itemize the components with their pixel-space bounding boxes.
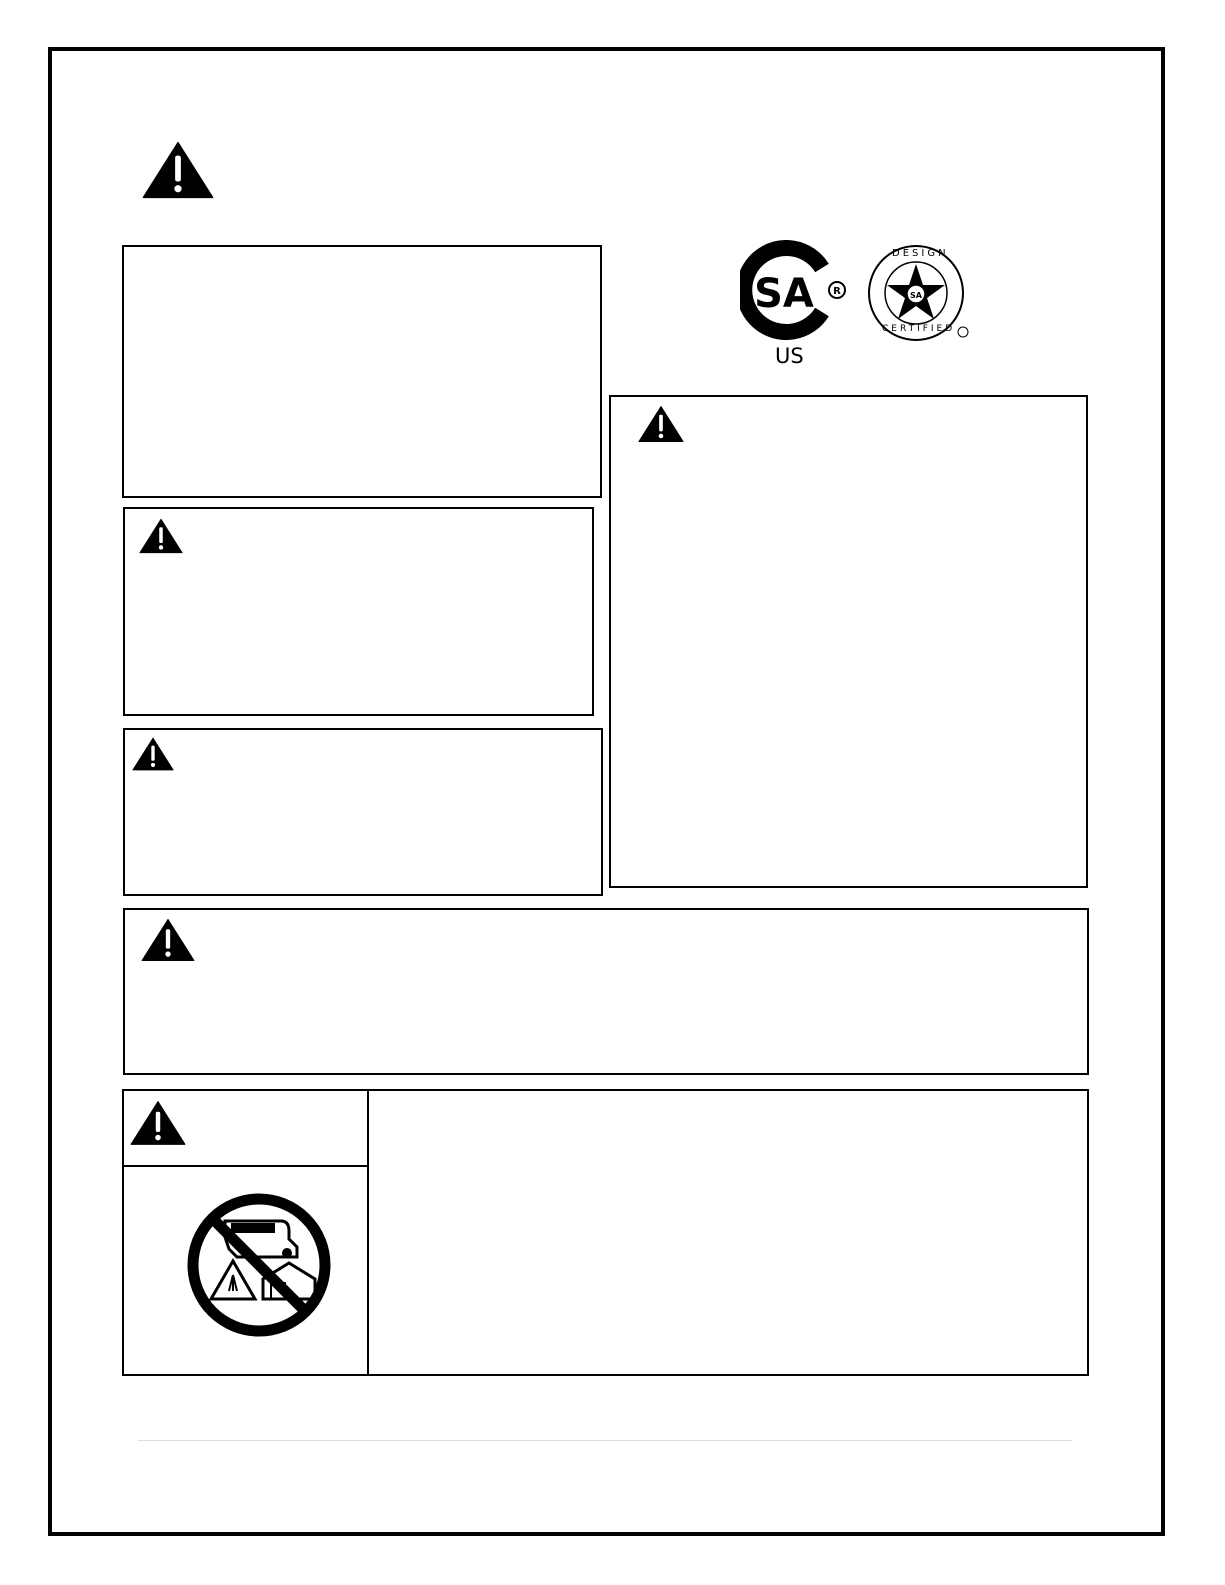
warning-box-5 <box>123 908 1089 1075</box>
notice-box-1 <box>122 245 602 498</box>
warning-triangle-icon <box>130 1098 186 1148</box>
csa-certification-logo <box>740 240 850 340</box>
warning-triangle-icon <box>142 141 214 199</box>
warning-box-3 <box>123 728 603 896</box>
svg-text:R: R <box>833 286 841 297</box>
warning-box-4 <box>609 395 1088 888</box>
box-6-column-divider <box>367 1089 369 1376</box>
warning-triangle-icon <box>638 404 684 444</box>
design-certified-seal <box>866 244 970 342</box>
warning-triangle-icon <box>139 517 183 555</box>
seal-bottom-text: CERTIFIED <box>882 324 956 334</box>
svg-text:SA: SA <box>754 271 814 317</box>
svg-text:SA: SA <box>910 291 922 300</box>
warning-triangle-icon <box>132 735 174 773</box>
csa-region-label: US <box>775 344 804 368</box>
seal-top-text: DESIGN <box>892 248 949 259</box>
no-indoor-use-icon <box>185 1191 333 1339</box>
warning-triangle-icon <box>141 916 195 964</box>
warning-box-2 <box>123 507 594 716</box>
footer-rule <box>138 1440 1072 1441</box>
box-6-header-divider <box>122 1165 368 1167</box>
